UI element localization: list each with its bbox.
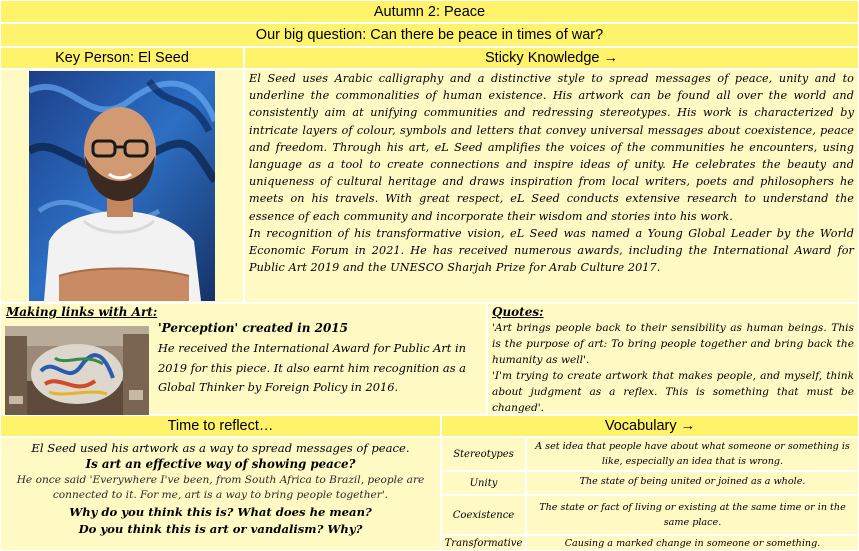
big-question: Our big question: Can there be peace in times of war? <box>255 27 604 43</box>
artwork-description: He received the International Award for Public Art in 2019 for this piece. It also earnt him recognition as a Global Thinker by Foreign Policy in 2016. <box>158 341 466 394</box>
title-bar <box>0 0 859 23</box>
reflect-question-2: Why do you think this is? What does he mean? <box>69 505 372 519</box>
portrait-cell <box>0 69 244 303</box>
vocab-definition: Causing a marked change in someone or something. <box>526 535 859 551</box>
reflect-heading: Time to reflect… <box>167 418 274 434</box>
vocab-definition: The state or fact of living or existing at the same time or in the same place. <box>526 495 859 535</box>
reflect-header <box>0 415 441 437</box>
quotes-heading: Quotes: <box>492 305 544 319</box>
art-links-panel <box>0 303 487 415</box>
vocab-term: Coexistence <box>441 495 526 535</box>
vocabulary-table <box>441 437 859 551</box>
vocabulary-header <box>441 415 859 437</box>
page-title: Autumn 2: Peace <box>373 3 486 20</box>
reflect-line-1: El Seed used his artwork as a way to spread messages of peace. <box>31 441 410 455</box>
quote-2: 'I'm trying to create artwork that makes people, and myself, think about judgment as a reflex. This is something that must be changed'. <box>492 370 854 414</box>
big-question-bar <box>0 23 859 47</box>
perception-artwork-photo <box>5 326 149 416</box>
reflect-question-1: Is art an effective way of showing peace? <box>85 457 356 471</box>
sticky-knowledge-heading: Sticky Knowledge → <box>485 50 618 66</box>
sticky-knowledge-paragraph-2: In recognition of his transformative vision, eL Seed was named a Young Global Leader by the World Economic Forum in 2021. He has received numerous awards, including the International Award for Public Art 2019 and the UNESCO Sharjah Prize for Arab Culture 2017. <box>249 226 854 275</box>
quote-1: 'Art brings people back to their sensibility as human beings. This is the purpose of art: To bring people together and bring back the humanity as well'. <box>492 322 854 366</box>
sticky-knowledge-paragraph-1: El Seed uses Arabic calligraphy and a distinctive style to spread messages of peace, unity and to underline the commonalities of human existence. His artwork can be found all over the world and consistently aim at unifying communities and redressing stereotypes. His work is characterized by intricate layers of colour, symbols and letters that convey universal messages about coexistence, peace and freedom. Through his art, eL Seed amplifies the voices of the communities he encounters, using language as a tool to create connections and inspire ideas of unity. He celebrates the beauty and uniqueness of cultural heritage and draws inspiration from local writers, poets and philosophers he meets on his travels. With great respect, eL Seed conducts extensive research to understand the essence of each community and incorporate their wisdom and stories into his work. <box>249 72 854 223</box>
artwork-title: 'Perception' created in 2015 <box>158 321 348 335</box>
art-links-heading: Making links with Art: <box>6 305 158 319</box>
key-person-header <box>0 47 244 69</box>
vocab-definition: The state of being united or joined as a whole. <box>526 471 859 495</box>
reflect-line-2: He once said 'Everywhere I've been, from South Africa to Brazil, people are connected to it. For me, art is a way to bring people together'. <box>16 474 425 501</box>
vocab-term: Stereotypes <box>441 437 526 471</box>
sticky-knowledge-panel <box>244 69 859 303</box>
reflect-question-3: Do you think this is art or vandalism? Why? <box>78 522 363 536</box>
key-person-heading: Key Person: El Seed <box>55 50 189 66</box>
vocab-term: Transformative <box>441 535 526 551</box>
vocab-term: Unity <box>441 471 526 495</box>
vocab-definition: A set idea that people have about what someone or something is like, especially an idea that is wrong. <box>526 437 859 471</box>
el-seed-portrait <box>29 71 215 301</box>
vocabulary-heading: Vocabulary → <box>604 418 696 434</box>
reflect-panel <box>0 437 441 551</box>
sticky-knowledge-header <box>244 47 859 69</box>
quotes-panel <box>487 303 859 415</box>
